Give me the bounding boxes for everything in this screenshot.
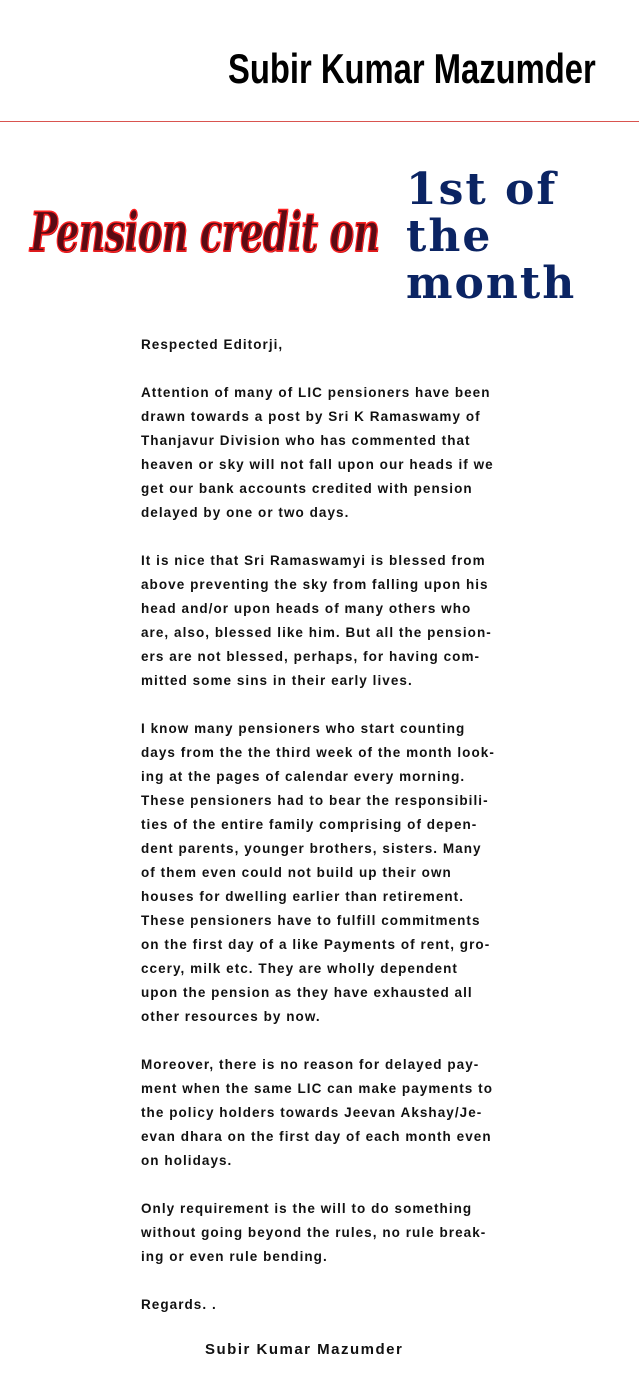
letter-paragraph-4: Moreover, there is no reason for delayed pay- ment when the same LIC can make payments to the policy holders towards Jeevan Akshay/Je- evan dhara on the first day of each month even on holidays. — [141, 1057, 493, 1168]
title-first-of-month — [406, 166, 576, 307]
header-divider — [0, 121, 639, 122]
letter-closing: Regards. . — [141, 1297, 217, 1312]
title-pension-credit: Pension credit on — [30, 200, 380, 264]
letter-body — [141, 333, 561, 1341]
letter-paragraph-5: Only requirement is the will to do something without going beyond the rules, no rule break- ing or even rule bending. — [141, 1201, 487, 1264]
title-line-2: the — [406, 211, 493, 262]
header-author-name: Subir Kumar Mazumder — [228, 45, 596, 92]
letter-paragraph-2: It is nice that Sri Ramaswamyi is blessed from above preventing the sky from falling upon his head and/or upon heads of many others who are, also, blessed like him. But all the pension- ers are not blessed, perhaps, for having com- mitted some sins in their early lives. — [141, 553, 492, 688]
letter-signature: Subir Kumar Mazumder — [205, 1341, 404, 1358]
letter-salutation: Respected Editorji, — [141, 337, 284, 352]
title-line-1: 1st of — [406, 164, 558, 215]
letter-paragraph-3: I know many pensioners who start counting days from the the third week of the month look- ing at the pages of calendar every morning. These pensioners had to bear the responsibili- ties of the entire family comprising of depen- dent parents, younger brothers, sisters. Many of them even could not build up their own houses for dwelling earlier than retirement. These pensioners have to fulfill commitments on the first day of a like Payments of rent, gro- ccery, milk etc. They are wholly dependent upon the pension as they have exhausted all other resources by now. — [141, 721, 495, 1024]
letter-paragraph-1: Attention of many of LIC pensioners have been drawn towards a post by Sri K Ramaswamy of Thanjavur Division who has commented that heaven or sky will not fall upon our heads if we get our bank accounts credited with pension delayed by one or two days. — [141, 385, 494, 520]
title-line-3: month — [406, 258, 577, 309]
